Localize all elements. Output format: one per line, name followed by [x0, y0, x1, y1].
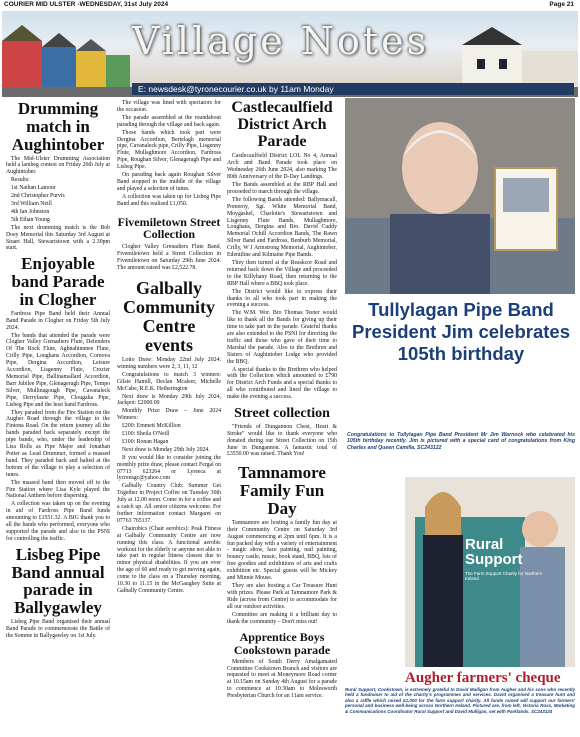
photo-illustration — [345, 98, 575, 294]
paragraph: The W.M. Wor. Bro Thomas Teeter would like to thank all the Bands for giving up their time to take part in the parade. Grateful thanks are also extended to the PSNI for directing the traffic and those who gave of their time to Marshal the parade. Also to the Brethren and Sisters of Aughintober Lodge who provided the BBQ. — [227, 310, 337, 365]
paragraph: Galbally Country Club: Summer Get Together in Project Coffee on Tuesday 30th July at 12.00 noon. Come in for a coffee and a catch up. All senior citizens welcome. For further information contact Margaret on 07763 765137. — [117, 483, 221, 524]
paragraph: Fardross Pipe Band held their Annual Band Parade in Clogher on Friday 5th July 2024. — [6, 310, 110, 331]
paragraph: Those bands which took part were Dergina Accordion, Bertelagh memorial pipe, Cavanaleck pipe, Crilly Pipe, Lisgenny Flute, Mullaghmore Accordion, Fardross Pipe, Roughan Silver, Glenageragh Pipe and Lisbeg Pipe. — [117, 129, 221, 171]
page-header — [0, 0, 580, 10]
paragraph: The village was lined with spectators for the occasion. — [117, 100, 221, 113]
paragraph: The Mid-Ulster Drumming Association held a lambeg contest on Friday 26th July at Aughintober. — [6, 155, 110, 176]
paragraph: 3rd William Neill — [11, 200, 52, 207]
headline-drumming: Drumming match in Aughintober — [11, 99, 105, 154]
headline-tamnamore: Tamnamore Family Fun Day — [238, 463, 326, 519]
page-number: Page 21 — [549, 1, 574, 8]
publication-line: COURIER MID ULSTER -WEDNESDAY, 31st July 2024 — [4, 1, 169, 8]
paragraph: Monthly Prize Draw – June 2024 Winners: — [117, 408, 221, 422]
paragraph: "Friends of Dungannon Chest, Heart & Stroke" would like to thank everyone who donated during our Street Collection on 15th June in Dungannon. A fantastic total of £3550.00 was raised. Thank You! — [227, 423, 337, 458]
paragraph: Castlecaulfield District LOL No 4, Annual Arch and Band Parade took place on Wednesday 26th June 2024, also marking The 80th Anniversary of the D-Day Landings. — [227, 153, 337, 181]
headline-lisbeg: Lisbeg Pipe Band annual parade in Ballygawley — [11, 544, 105, 618]
caption-augher: Rural Support, Cookstown, is extremely grateful to David Mulligan from Augher and his sons who recently held a fundraiser to aid of the charity's programmes and services. David organised a treasure hunt and also a raffle which raised £1,000 for the farm support charity. All funds raised will support our farmers' personal and business well-being across Northern Ireland. Pictured are, from left, Victoria Ross, Marketing & Communications Coordinator Rural Support and David Mulligan, set with Parklands. SC243124 — [345, 687, 575, 714]
paragraph: If you would like to consider joining the monthly prize draw, please contact Fergal on 07713 623264 or Lyreeca at lycreeagc@yahoo.com — [117, 454, 221, 482]
paragraph: Members of South Derry Amalgamated Committee Cookstown Branch and visitors are requested to meet at Moneymore Road corner at 10.15am on Sunday 4th August for a parade to commence at 10.30am to Molesworth Presbyterian Church for an 11am service. — [227, 658, 337, 700]
article-street-collection-body — [227, 424, 337, 459]
paragraph: Lisbeg Pipe Band organised their annual Band Parade to commemorate the Battle of the Somme in Ballygawley on 1st July. — [6, 619, 110, 639]
article-tamnamore-body — [227, 520, 337, 626]
paragraph: The next drumming match is the Bob Doey Memorial this Saturday 3rd August at Stuart Hall, Stewartstown with a 2.30pm start. — [6, 224, 110, 252]
headline-apprentice-boys: Apprentice Boys Cookstown parade — [233, 630, 331, 658]
paragraph: They then turned at the Reaskcor Road and returned back down the Village and proceeded to the Killyhany Road, then returning to the RBP Hall where a BBQ took place. — [227, 259, 337, 287]
photo-rural-support — [405, 477, 575, 667]
column-1 — [6, 100, 110, 641]
paragraph: They are also hosting a Car Treasure Hunt with prizes. Please Park at Tamnamore Park & Ride (across from Centre) to accommodate for all our outdoor activities. — [227, 583, 337, 610]
paragraph: A collection was taken up for Lisbeg Pipe Band and this realised £1,050. — [117, 193, 221, 207]
paragraph: £100: Sheila O'Neill — [122, 431, 170, 438]
paragraph: Next draw is Monday 29th July 2024. — [122, 446, 210, 453]
paragraph: 1st Nathan Lamour — [11, 185, 56, 192]
article-lisbeg-body-start — [6, 619, 110, 640]
headline-galbally: Galbally Community Centre events — [122, 278, 215, 356]
paragraph: A special thanks to the Brethren who helped with the Collection which amounted to £790 for District Arch Funds and a special thanks to all who contributed and lined the village to make the evening a success. — [227, 366, 337, 401]
paragraph: The parade assembled at the roundabout parading through the village and back again. — [117, 114, 221, 128]
paragraph: The District would like to express their thanks to all who took part in making the evening a success. — [227, 288, 337, 309]
paragraph: Congratulations to match 3 winners: Gilsie Hamill, Declan Mcaleer, Michelle McCabe, R.E.K. Hetherington — [117, 371, 221, 392]
article-galbally-body — [117, 357, 221, 595]
paragraph: A collection was taken up on the evening in aid of Fardross Pipe Band funds amounting to £1551.32. A BIG thank you to all the bands who performed, everyone who supported the parade and also to the PSNI for controlling the traffic. — [6, 501, 110, 542]
paragraph: Next draw is Monday 29th July 2024, Jackpot: £2000.00 — [117, 393, 221, 407]
headline-tullylagan: Tullylagan Pipe Band President Jim celebrates 105th birthday — [352, 299, 570, 364]
article-fivemiletown-body — [117, 244, 221, 272]
article-lisbeg-body-cont — [117, 100, 221, 208]
headline-clogher: Enjoyable band Parade in Clogher — [11, 254, 105, 309]
article-castlecaulfield-body — [227, 153, 337, 401]
paragraph: 4th Ian Johnston — [11, 208, 50, 215]
paragraph: On parading back again Roughan Silver Band stopped in the middle of the village and played a selection of tunes. — [117, 172, 221, 192]
banner-email-strip: E: newsdesk@tyronecourier.co.uk by 11am Monday — [132, 83, 574, 95]
paragraph: £100: Ronan Hagan — [122, 438, 169, 445]
paragraph: The Bands assembled at the RBP Hall and proceeded to march through the village. — [227, 182, 337, 195]
article-drumming-body — [6, 156, 110, 253]
village-notes-banner — [2, 11, 578, 97]
headline-fivemiletown: Fivemiletown Street Collection — [117, 214, 221, 242]
column-3 — [227, 100, 337, 701]
rural-support-sign — [465, 537, 545, 581]
paragraph: Committee are making it a brilliant day to thank the community – Don't miss out! — [227, 611, 337, 625]
paragraph: Lotto Draw: Monday 22nd July 2024: winning numbers were 2, 3, 11, 12 — [117, 356, 221, 370]
article-apprentice-boys-body — [227, 659, 337, 700]
rural-support-tagline: The Farm Support Charity for Northern Ireland — [465, 571, 543, 581]
paragraph: Results: — [11, 177, 30, 184]
paragraph: Chairobics (Chair aerobics): Peak Fitness at Galbally Community Centre are now running this class. A functional aerobic workout for the elderly or anyone not able to take part in regular fitness classes due to minor physical disabilities. If you are over the age of 60 and ready to get moving again, come to the class on a Thursday morning, 10.30 to 11.15 in the McGaughey Suite at Galbally Community Centre. — [117, 525, 221, 594]
paragraph: Tamnamore are hosting a family fun day at their Community Centre on Saturday 3rd August commencing at 2pm until 6pm. It is a fun packed day with a variety of entertainment - magic show, face painting, nail painting, bouncy castle, music, book stand, BBQ, lots of free goodies and exhibitions of arts and crafts exhibition etc. Special guests will be Mickey and Minnie Mouse. — [227, 519, 337, 582]
column-2 — [117, 100, 221, 596]
paragraph: The bands that attended the parade were Clogher Valley Grenadiers Flute, Defenders Of The Rock Flute, Aghnahinnnee Flute, Crilly Pipe, Loughans Accordion, Cornova Pipe, Dergina Accordion, Leisure Accordion, Lisgenny Flute, Crozier Memorial Pipe, Ballinamallard Accordion, Barr Jubilee Pipe, Glenageragh Pipe, Tempo Silver, Mullinagough Pipe, Cavanaleck Pipe, Derryfasne Pipe, Clougaha Pipe, Lisbeg Pipe and the host band Fardross. — [6, 332, 110, 408]
caption-tullylagan: Congratulations to Tullylagan Pipe Band President Mr Jim Warnock who celebrated his 105th birthday recently. Jim is pictured with a special card of congratulations from King Charles and Queen Camilla. SC243122 — [347, 432, 575, 451]
headline-augher: Augher farmers' cheque — [405, 670, 561, 686]
headline-castlecaulfield: Castlecaulfield District Arch Parade — [231, 99, 333, 150]
paragraph: Clogher Valley Grenadiers Flute Band, Fivemiletown held a Street Collection in Fivemiletown on Saturday 29th June 2024. The amount raised was £2,522.78. — [117, 243, 221, 271]
paragraph: The following Bands attended: Ballymacall, Pomeroy, Sgt. White Memorial Band, Moygashel, Charlotte's Stewartstown and Lisgenny Flute Bands, Mullaghmore, Loughans, Dergina and Bro. David Cuddy Memorial Ochill Accordion Bands, The Rawn Silver Band and Fardross, Benburb Memorial, Crilly, W J Armstrong Memorial, Aughintober, Edentiline and Kilmaine Pipe Bands. — [227, 196, 337, 259]
paragraph: £200: Emmett McKillion — [122, 423, 181, 430]
paragraph: 5th Ethan Young — [11, 216, 50, 223]
photo-jim-warnock — [345, 98, 575, 294]
headline-street-collection: Street collection — [234, 406, 330, 422]
article-clogher-body — [6, 311, 110, 543]
rural-support-logo-text: Rural Support — [465, 536, 523, 568]
paragraph: They paraded from the Fire Station on the Augher Road through the village to the Fintona Road. On the return journey all the bands paraded back separately except the pipe bands, who, under the leadership of Lisa Rolls as Pipe Major and Jonathan Potter as Lead Drummer, formed a massed band. They paraded back and halted at the bottom of the village to play a selection of tunes. — [6, 409, 110, 478]
paragraph: 2nd Christopher Purvis — [11, 193, 65, 200]
paragraph: The massed band then moved off to the Fire Station where Lisa Kyle played the National Anthem before dispersing. — [6, 479, 110, 500]
banner-title: Village Notes — [132, 19, 430, 63]
